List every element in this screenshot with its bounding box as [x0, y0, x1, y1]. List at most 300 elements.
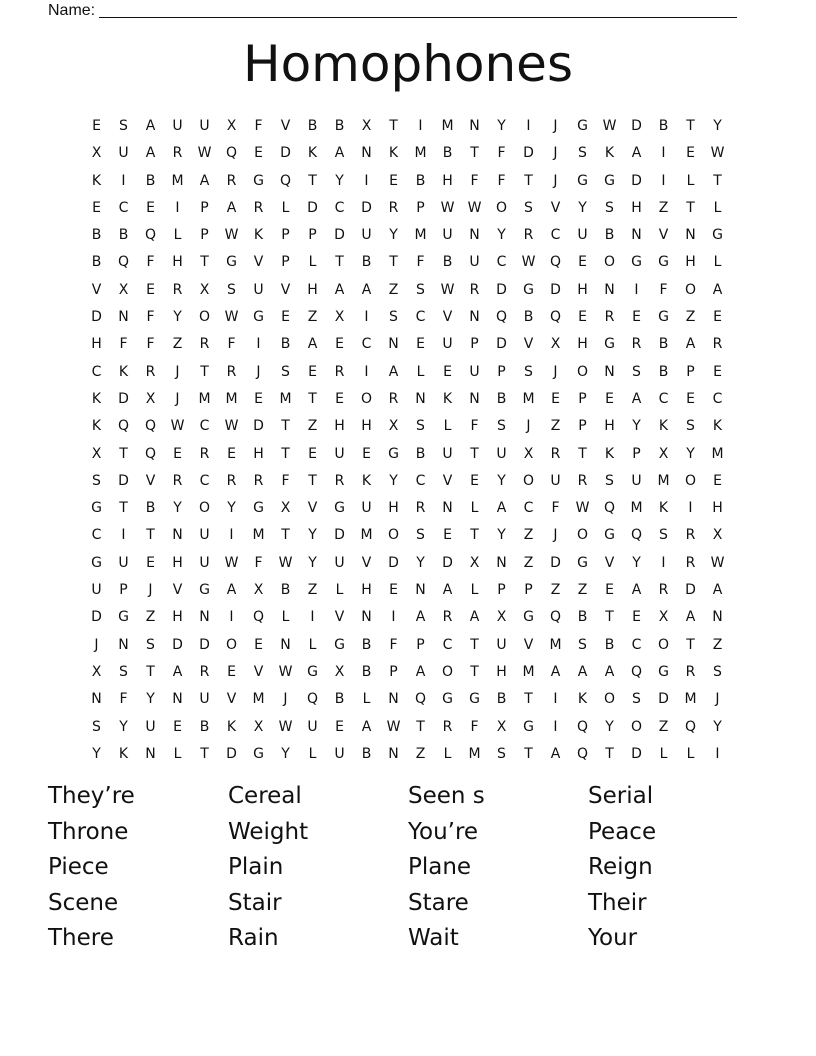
grid-letter[interactable]: N	[604, 363, 615, 380]
grid-letter[interactable]: J	[526, 418, 531, 435]
grid-letter[interactable]: T	[389, 254, 398, 271]
grid-letter[interactable]: S	[416, 527, 425, 544]
grid-letter[interactable]: K	[226, 718, 237, 735]
grid-letter[interactable]: M	[549, 636, 562, 653]
grid-letter[interactable]: U	[442, 445, 453, 462]
grid-letter[interactable]: N	[685, 227, 696, 244]
grid-letter[interactable]: T	[470, 145, 479, 162]
grid-letter[interactable]: F	[470, 718, 479, 735]
grid-letter[interactable]: W	[278, 663, 293, 680]
grid-letter[interactable]: L	[308, 636, 317, 653]
grid-letter[interactable]: U	[307, 718, 318, 735]
grid-letter[interactable]: R	[253, 199, 264, 216]
grid-letter[interactable]: E	[227, 663, 236, 680]
grid-letter[interactable]: E	[254, 145, 263, 162]
grid-letter[interactable]: C	[361, 336, 372, 353]
grid-letter[interactable]: R	[226, 363, 237, 380]
grid-letter[interactable]: M	[657, 472, 670, 489]
grid-letter[interactable]: D	[523, 145, 534, 162]
grid-letter[interactable]: N	[118, 636, 129, 653]
grid-letter[interactable]: G	[334, 500, 345, 517]
grid-letter[interactable]: H	[631, 199, 642, 216]
grid-letter[interactable]: C	[496, 254, 507, 271]
grid-letter[interactable]: A	[307, 336, 318, 353]
grid-letter[interactable]: B	[577, 609, 588, 626]
grid-letter[interactable]: C	[118, 199, 129, 216]
grid-letter[interactable]: Z	[658, 718, 669, 735]
grid-letter[interactable]: Y	[713, 718, 722, 735]
grid-letter[interactable]: S	[119, 118, 128, 134]
grid-letter[interactable]: S	[605, 199, 614, 216]
grid-letter[interactable]: S	[416, 281, 425, 298]
grid-letter[interactable]: A	[226, 582, 237, 599]
grid-letter[interactable]: Q	[144, 418, 157, 435]
grid-letter[interactable]: L	[659, 745, 668, 762]
grid-letter[interactable]: L	[308, 745, 317, 762]
grid-letter[interactable]: N	[118, 309, 129, 326]
grid-letter[interactable]: V	[172, 582, 183, 599]
grid-letter[interactable]: T	[146, 527, 155, 544]
grid-letter[interactable]: W	[575, 500, 590, 517]
grid-letter[interactable]: I	[688, 500, 693, 517]
grid-letter[interactable]: N	[469, 118, 480, 134]
grid-letter[interactable]: F	[254, 118, 263, 134]
grid-letter[interactable]: F	[470, 172, 479, 189]
grid-letter[interactable]: L	[362, 691, 371, 708]
grid-letter[interactable]: O	[684, 281, 697, 298]
grid-letter[interactable]: V	[280, 281, 291, 298]
grid-letter[interactable]: Q	[144, 227, 157, 244]
grid-letter[interactable]: A	[712, 281, 723, 298]
grid-letter[interactable]: K	[91, 172, 102, 189]
grid-letter[interactable]: P	[578, 418, 587, 435]
grid-letter[interactable]: Q	[576, 745, 589, 762]
grid-letter[interactable]: P	[524, 582, 533, 599]
grid-letter[interactable]: T	[200, 254, 209, 271]
grid-letter[interactable]: N	[469, 309, 480, 326]
grid-letter[interactable]: Q	[495, 309, 508, 326]
grid-letter[interactable]: S	[659, 527, 668, 544]
grid-letter[interactable]: Y	[335, 172, 344, 189]
grid-letter[interactable]: C	[415, 472, 426, 489]
grid-letter[interactable]: E	[92, 118, 101, 134]
grid-letter[interactable]: A	[172, 663, 183, 680]
grid-letter[interactable]: U	[199, 691, 210, 708]
grid-letter[interactable]: W	[710, 145, 725, 162]
grid-letter[interactable]: Y	[92, 745, 101, 762]
grid-letter[interactable]: E	[578, 254, 587, 271]
grid-letter[interactable]: Z	[523, 554, 534, 571]
grid-letter[interactable]: T	[281, 445, 290, 462]
grid-letter[interactable]: W	[278, 554, 293, 571]
grid-letter[interactable]: H	[172, 609, 183, 626]
grid-letter[interactable]: K	[118, 745, 129, 762]
grid-letter[interactable]: Z	[415, 745, 426, 762]
grid-letter[interactable]: W	[197, 145, 212, 162]
grid-letter[interactable]: F	[119, 336, 128, 353]
grid-letter[interactable]: Y	[713, 118, 722, 134]
grid-letter[interactable]: T	[524, 172, 533, 189]
grid-letter[interactable]: Z	[307, 309, 318, 326]
grid-letter[interactable]: A	[631, 582, 642, 599]
grid-letter[interactable]: P	[389, 663, 398, 680]
grid-letter[interactable]: A	[361, 281, 372, 298]
grid-letter[interactable]: S	[389, 309, 398, 326]
grid-letter[interactable]: J	[148, 582, 153, 599]
grid-letter[interactable]: U	[496, 445, 507, 462]
grid-letter[interactable]: M	[198, 390, 211, 407]
grid-letter[interactable]: A	[550, 663, 561, 680]
grid-letter[interactable]: H	[91, 336, 102, 353]
grid-letter[interactable]: B	[442, 145, 453, 162]
grid-letter[interactable]: A	[685, 336, 696, 353]
grid-letter[interactable]: Q	[279, 172, 292, 189]
grid-letter[interactable]: S	[416, 418, 425, 435]
grid-letter[interactable]: T	[119, 445, 128, 462]
grid-letter[interactable]: T	[524, 691, 533, 708]
grid-letter[interactable]: A	[604, 663, 615, 680]
grid-letter[interactable]: L	[713, 254, 722, 271]
grid-letter[interactable]: U	[361, 500, 372, 517]
grid-letter[interactable]: S	[92, 472, 101, 489]
grid-letter[interactable]: V	[253, 663, 264, 680]
grid-letter[interactable]: R	[172, 145, 183, 162]
grid-letter[interactable]: R	[658, 582, 669, 599]
grid-letter[interactable]: H	[361, 582, 372, 599]
grid-letter[interactable]: B	[280, 582, 291, 599]
grid-letter[interactable]: J	[94, 636, 99, 653]
grid-letter[interactable]: Z	[172, 336, 183, 353]
grid-letter[interactable]: U	[469, 254, 480, 271]
grid-letter[interactable]: X	[712, 527, 723, 544]
grid-letter[interactable]: M	[252, 691, 265, 708]
grid-letter[interactable]: B	[361, 636, 372, 653]
grid-letter[interactable]: V	[253, 254, 264, 271]
grid-letter[interactable]: I	[553, 718, 558, 735]
grid-letter[interactable]: I	[661, 554, 666, 571]
grid-letter[interactable]: C	[199, 472, 210, 489]
grid-letter[interactable]: C	[631, 636, 642, 653]
grid-letter[interactable]: U	[118, 554, 129, 571]
grid-letter[interactable]: B	[415, 445, 426, 462]
grid-letter[interactable]: M	[441, 118, 454, 134]
grid-letter[interactable]: H	[577, 281, 588, 298]
grid-letter[interactable]: S	[524, 363, 533, 380]
grid-letter[interactable]: D	[172, 636, 183, 653]
grid-letter[interactable]: X	[496, 718, 507, 735]
grid-letter[interactable]: B	[307, 118, 318, 134]
grid-letter[interactable]: R	[442, 609, 453, 626]
grid-letter[interactable]: I	[121, 527, 126, 544]
grid-letter[interactable]: M	[171, 172, 184, 189]
grid-letter[interactable]: U	[334, 745, 345, 762]
grid-letter[interactable]: U	[442, 227, 453, 244]
grid-letter[interactable]: W	[521, 254, 536, 271]
grid-letter[interactable]: O	[657, 636, 670, 653]
grid-letter[interactable]: V	[523, 636, 534, 653]
grid-letter[interactable]: M	[360, 527, 373, 544]
grid-letter[interactable]: M	[711, 445, 724, 462]
grid-letter[interactable]: P	[470, 336, 479, 353]
grid-letter[interactable]: R	[631, 336, 642, 353]
grid-letter[interactable]: D	[496, 336, 507, 353]
grid-letter[interactable]: R	[145, 363, 156, 380]
grid-letter[interactable]: L	[173, 227, 182, 244]
grid-letter[interactable]: R	[388, 390, 399, 407]
grid-letter[interactable]: V	[442, 309, 453, 326]
grid-letter[interactable]: Y	[173, 500, 182, 517]
grid-letter[interactable]: A	[361, 718, 372, 735]
grid-letter[interactable]: K	[604, 145, 615, 162]
grid-letter[interactable]: F	[146, 336, 155, 353]
grid-letter[interactable]: U	[199, 118, 210, 134]
grid-letter[interactable]: S	[92, 718, 101, 735]
grid-letter[interactable]: G	[523, 281, 534, 298]
grid-letter[interactable]: N	[631, 227, 642, 244]
grid-letter[interactable]: V	[442, 472, 453, 489]
grid-letter[interactable]: T	[200, 745, 209, 762]
grid-letter[interactable]: R	[577, 472, 588, 489]
grid-letter[interactable]: X	[226, 118, 237, 134]
grid-letter[interactable]: F	[389, 636, 398, 653]
grid-letter[interactable]: L	[686, 745, 695, 762]
grid-letter[interactable]: N	[469, 227, 480, 244]
grid-letter[interactable]: R	[199, 445, 210, 462]
grid-letter[interactable]: N	[172, 527, 183, 544]
grid-letter[interactable]: E	[713, 309, 722, 326]
grid-letter[interactable]: Z	[145, 609, 156, 626]
grid-letter[interactable]: R	[685, 663, 696, 680]
grid-letter[interactable]: T	[470, 663, 479, 680]
grid-letter[interactable]: E	[308, 363, 317, 380]
grid-letter[interactable]: B	[118, 227, 129, 244]
grid-letter[interactable]: Y	[389, 472, 398, 489]
grid-letter[interactable]: R	[334, 472, 345, 489]
grid-letter[interactable]: T	[470, 636, 479, 653]
grid-letter[interactable]: L	[470, 500, 479, 517]
grid-letter[interactable]: Q	[630, 663, 643, 680]
grid-letter[interactable]: E	[335, 718, 344, 735]
grid-letter[interactable]: P	[686, 363, 695, 380]
grid-letter[interactable]: H	[172, 254, 183, 271]
grid-letter[interactable]: O	[198, 500, 211, 517]
grid-letter[interactable]: T	[713, 172, 722, 189]
grid-letter[interactable]: U	[631, 472, 642, 489]
grid-letter[interactable]: B	[334, 118, 345, 134]
grid-letter[interactable]: C	[523, 500, 534, 517]
grid-letter[interactable]: P	[281, 254, 290, 271]
grid-letter[interactable]: B	[145, 500, 156, 517]
grid-letter[interactable]: X	[658, 609, 669, 626]
grid-letter[interactable]: F	[659, 281, 668, 298]
grid-letter[interactable]: J	[175, 363, 180, 380]
grid-letter[interactable]: Y	[632, 418, 641, 435]
grid-letter[interactable]: Q	[630, 527, 643, 544]
grid-letter[interactable]: T	[281, 527, 290, 544]
grid-letter[interactable]: L	[713, 199, 722, 216]
grid-letter[interactable]: T	[281, 418, 290, 435]
grid-letter[interactable]: W	[386, 718, 401, 735]
grid-letter[interactable]: A	[577, 663, 588, 680]
grid-letter[interactable]: D	[199, 636, 210, 653]
grid-letter[interactable]: S	[281, 363, 290, 380]
grid-letter[interactable]: I	[526, 118, 531, 134]
grid-letter[interactable]: U	[577, 227, 588, 244]
grid-letter[interactable]: E	[551, 390, 560, 407]
grid-letter[interactable]: D	[631, 745, 642, 762]
grid-letter[interactable]: G	[658, 254, 669, 271]
grid-letter[interactable]: P	[632, 445, 641, 462]
grid-letter[interactable]: J	[715, 691, 720, 708]
grid-letter[interactable]: Q	[576, 718, 589, 735]
grid-letter[interactable]: G	[253, 172, 264, 189]
grid-letter[interactable]: F	[119, 691, 128, 708]
grid-letter[interactable]: I	[229, 527, 234, 544]
grid-letter[interactable]: S	[632, 691, 641, 708]
grid-letter[interactable]: O	[225, 636, 238, 653]
grid-letter[interactable]: X	[496, 609, 507, 626]
grid-letter[interactable]: B	[415, 172, 426, 189]
grid-letter[interactable]: E	[605, 390, 614, 407]
grid-letter[interactable]: M	[414, 227, 427, 244]
grid-letter[interactable]: L	[281, 199, 290, 216]
grid-letter[interactable]: X	[253, 718, 264, 735]
grid-letter[interactable]: G	[388, 445, 399, 462]
grid-letter[interactable]: D	[550, 554, 561, 571]
grid-letter[interactable]: Z	[577, 582, 588, 599]
grid-letter[interactable]: U	[334, 554, 345, 571]
grid-letter[interactable]: L	[173, 745, 182, 762]
grid-letter[interactable]: H	[496, 663, 507, 680]
grid-letter[interactable]: I	[229, 609, 234, 626]
grid-letter[interactable]: M	[684, 691, 697, 708]
grid-letter[interactable]: L	[686, 172, 695, 189]
grid-letter[interactable]: S	[227, 281, 236, 298]
grid-letter[interactable]: I	[256, 336, 261, 353]
grid-letter[interactable]: Z	[388, 281, 399, 298]
grid-letter[interactable]: N	[388, 745, 399, 762]
grid-letter[interactable]: W	[224, 309, 239, 326]
grid-letter[interactable]: S	[578, 145, 587, 162]
grid-letter[interactable]: Y	[578, 199, 587, 216]
grid-letter[interactable]: T	[470, 445, 479, 462]
grid-letter[interactable]: F	[146, 309, 155, 326]
grid-letter[interactable]: B	[361, 254, 372, 271]
grid-letter[interactable]: T	[308, 472, 317, 489]
grid-letter[interactable]: O	[360, 390, 373, 407]
grid-letter[interactable]: T	[308, 172, 317, 189]
grid-letter[interactable]: T	[524, 745, 533, 762]
grid-letter[interactable]: M	[522, 663, 535, 680]
grid-letter[interactable]: I	[121, 172, 126, 189]
grid-letter[interactable]: U	[172, 118, 183, 134]
grid-letter[interactable]: V	[604, 554, 615, 571]
grid-letter[interactable]: Z	[307, 418, 318, 435]
grid-letter[interactable]: Q	[306, 691, 319, 708]
grid-letter[interactable]: E	[443, 527, 452, 544]
grid-letter[interactable]: X	[91, 663, 102, 680]
grid-letter[interactable]: G	[604, 336, 615, 353]
grid-letter[interactable]: L	[443, 418, 452, 435]
grid-letter[interactable]: X	[334, 663, 345, 680]
grid-letter[interactable]: D	[334, 527, 345, 544]
grid-letter[interactable]: R	[388, 199, 399, 216]
grid-letter[interactable]: W	[440, 199, 455, 216]
grid-letter[interactable]: S	[497, 418, 506, 435]
grid-letter[interactable]: N	[469, 390, 480, 407]
grid-letter[interactable]: O	[603, 691, 616, 708]
grid-letter[interactable]: G	[226, 254, 237, 271]
grid-letter[interactable]: F	[497, 172, 506, 189]
grid-letter[interactable]: I	[418, 118, 423, 134]
grid-letter[interactable]: E	[578, 309, 587, 326]
grid-letter[interactable]: J	[553, 527, 558, 544]
grid-letter[interactable]: W	[602, 118, 617, 134]
grid-letter[interactable]: B	[199, 718, 210, 735]
grid-letter[interactable]: S	[119, 663, 128, 680]
grid-letter[interactable]: Q	[549, 254, 562, 271]
grid-letter[interactable]: N	[712, 609, 723, 626]
grid-letter[interactable]: R	[523, 227, 534, 244]
grid-letter[interactable]: J	[553, 145, 558, 162]
grid-letter[interactable]: H	[712, 500, 723, 517]
grid-letter[interactable]: T	[605, 609, 614, 626]
grid-letter[interactable]: O	[522, 472, 535, 489]
grid-letter[interactable]: U	[199, 527, 210, 544]
grid-letter[interactable]: E	[173, 718, 182, 735]
grid-letter[interactable]: Q	[117, 418, 130, 435]
grid-letter[interactable]: Z	[658, 199, 669, 216]
grid-letter[interactable]: S	[146, 636, 155, 653]
grid-letter[interactable]: H	[361, 418, 372, 435]
grid-letter[interactable]: E	[686, 390, 695, 407]
grid-letter[interactable]: V	[361, 554, 372, 571]
grid-letter[interactable]: T	[146, 663, 155, 680]
grid-letter[interactable]: R	[199, 663, 210, 680]
grid-letter[interactable]: X	[334, 309, 345, 326]
name-blank[interactable]	[99, 3, 737, 18]
grid-letter[interactable]: K	[442, 390, 453, 407]
grid-letter[interactable]: B	[145, 172, 156, 189]
grid-letter[interactable]: E	[92, 199, 101, 216]
grid-letter[interactable]: E	[254, 390, 263, 407]
grid-letter[interactable]: D	[550, 281, 561, 298]
grid-letter[interactable]: E	[227, 445, 236, 462]
grid-letter[interactable]: V	[334, 609, 345, 626]
grid-letter[interactable]: R	[226, 172, 237, 189]
grid-letter[interactable]: T	[119, 500, 128, 517]
grid-letter[interactable]: X	[658, 445, 669, 462]
grid-letter[interactable]: Q	[603, 500, 616, 517]
grid-letter[interactable]: U	[334, 445, 345, 462]
grid-letter[interactable]: C	[550, 227, 561, 244]
grid-letter[interactable]: L	[416, 363, 425, 380]
grid-letter[interactable]: W	[224, 227, 239, 244]
grid-letter[interactable]: J	[283, 691, 288, 708]
grid-letter[interactable]: H	[442, 172, 453, 189]
grid-letter[interactable]: L	[281, 609, 290, 626]
grid-letter[interactable]: D	[361, 199, 372, 216]
grid-letter[interactable]: B	[496, 390, 507, 407]
grid-letter[interactable]: U	[442, 336, 453, 353]
grid-letter[interactable]: P	[416, 199, 425, 216]
grid-letter[interactable]: O	[441, 663, 454, 680]
grid-letter[interactable]: D	[388, 554, 399, 571]
grid-letter[interactable]: T	[686, 118, 695, 134]
grid-letter[interactable]: E	[605, 582, 614, 599]
grid-letter[interactable]: X	[388, 418, 399, 435]
grid-letter[interactable]: R	[685, 527, 696, 544]
